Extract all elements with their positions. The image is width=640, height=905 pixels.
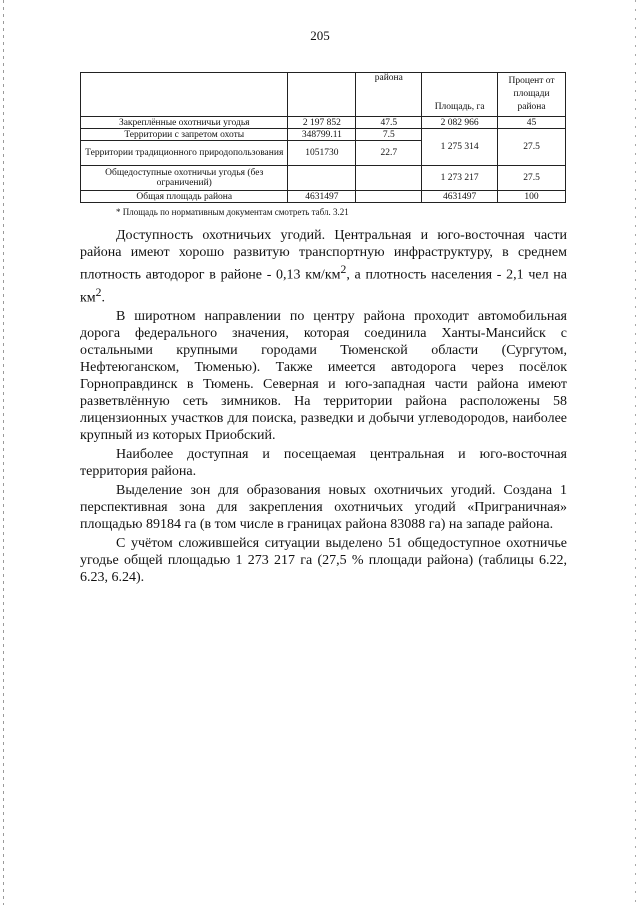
table-header-row — [81, 73, 566, 117]
row-value: 348799.11 — [288, 129, 356, 141]
paragraph-text: Доступность охотничьих угодий. Центральная и юго-восточная части района имеют хорошо развитую транспортную инфраструктуру, в среднем плотность автодорог в районе - 0,13 км/км — [80, 228, 567, 283]
header-cell-empty — [288, 73, 356, 117]
row-percent: 27.5 — [498, 166, 566, 191]
row-value: 2 197 852 — [288, 117, 356, 129]
superscript: 2 — [340, 263, 347, 276]
scan-edge-left — [3, 0, 4, 905]
row-value — [288, 166, 356, 191]
row-percent: 45 — [498, 117, 566, 129]
page-number: 205 — [310, 28, 330, 43]
row-name: Общая площадь района — [81, 191, 288, 203]
row-percent-district: 22.7 — [356, 141, 422, 166]
paragraph-text: . — [101, 290, 105, 306]
row-name: Закреплённые охотничьи угодья — [81, 117, 288, 129]
land-category-table — [80, 72, 566, 203]
table-row — [81, 191, 566, 203]
paragraph-visited: Наиболее доступная и посещаемая центральная и юго-восточная территория района. — [80, 447, 567, 480]
row-percent-district: 47.5 — [356, 117, 422, 129]
header-cell-area: Площадь, га — [422, 73, 498, 117]
table-footnote: * Площадь по нормативным документам смотреть табл. 3.21 — [116, 207, 349, 217]
table-row — [81, 117, 566, 129]
row-name: Общедоступные охотничьи угодья (без ограничений) — [81, 166, 288, 191]
paragraph-accessibility — [80, 227, 567, 306]
row-name: Территории традиционного природопользования — [81, 141, 288, 166]
paragraph-roads: В широтном направлении по центру района проходит автомобильная дорога федерального значения, которая соединила Ханты-Мансийск с остальными крупными городами Тюменской области (Сургутом, Нефтеюганском, Тюменью). Также имеется автодорога через посёлок Горноправдинск в Тюмень. Северная и юго-западная части района имеют разветвлённую сеть зимников. На территории района расположены 58 лицензионных участков для поиска, разведки и добычи углеводородов, наиболее крупный из которых Приобский. — [80, 309, 567, 444]
row-area-merged: 1 275 314 — [422, 129, 498, 166]
paragraph-text: , а плотность населения - 2,1 чел на км — [80, 267, 567, 306]
paragraph-summary: С учётом сложившейся ситуации выделено 51 общедоступное охотничье угодье общей площадью 1 273 217 га (27,5 % площади района) (таблицы 6.22, 6.23, 6.24). — [80, 536, 567, 586]
row-percent-district: 7.5 — [356, 129, 422, 141]
header-cell-district: района — [356, 73, 422, 117]
header-cell-type — [81, 73, 288, 117]
row-name: Территории с запретом охоты — [81, 129, 288, 141]
row-value: 1051730 — [288, 141, 356, 166]
table-row — [81, 129, 566, 141]
row-percent-district — [356, 166, 422, 191]
row-area: 2 082 966 — [422, 117, 498, 129]
paragraph-new-zones: Выделение зон для образования новых охотничьих угодий. Создана 1 перспективная зона для закрепления охотничьих угодий «Приграничная» площадью 89184 га (в том числе в границах района 83088 га) на западе района. — [80, 483, 567, 533]
body-text — [80, 227, 567, 588]
row-percent-merged: 27.5 — [498, 129, 566, 166]
table-row — [81, 166, 566, 191]
row-area: 1 273 217 — [422, 166, 498, 191]
row-area: 4631497 — [422, 191, 498, 203]
superscript: 2 — [95, 285, 102, 299]
scan-edge-right — [635, 0, 636, 905]
row-percent: 100 — [498, 191, 566, 203]
row-value: 4631497 — [288, 191, 356, 203]
header-cell-percent: Процент от площади района — [498, 73, 566, 117]
row-percent-district — [356, 191, 422, 203]
